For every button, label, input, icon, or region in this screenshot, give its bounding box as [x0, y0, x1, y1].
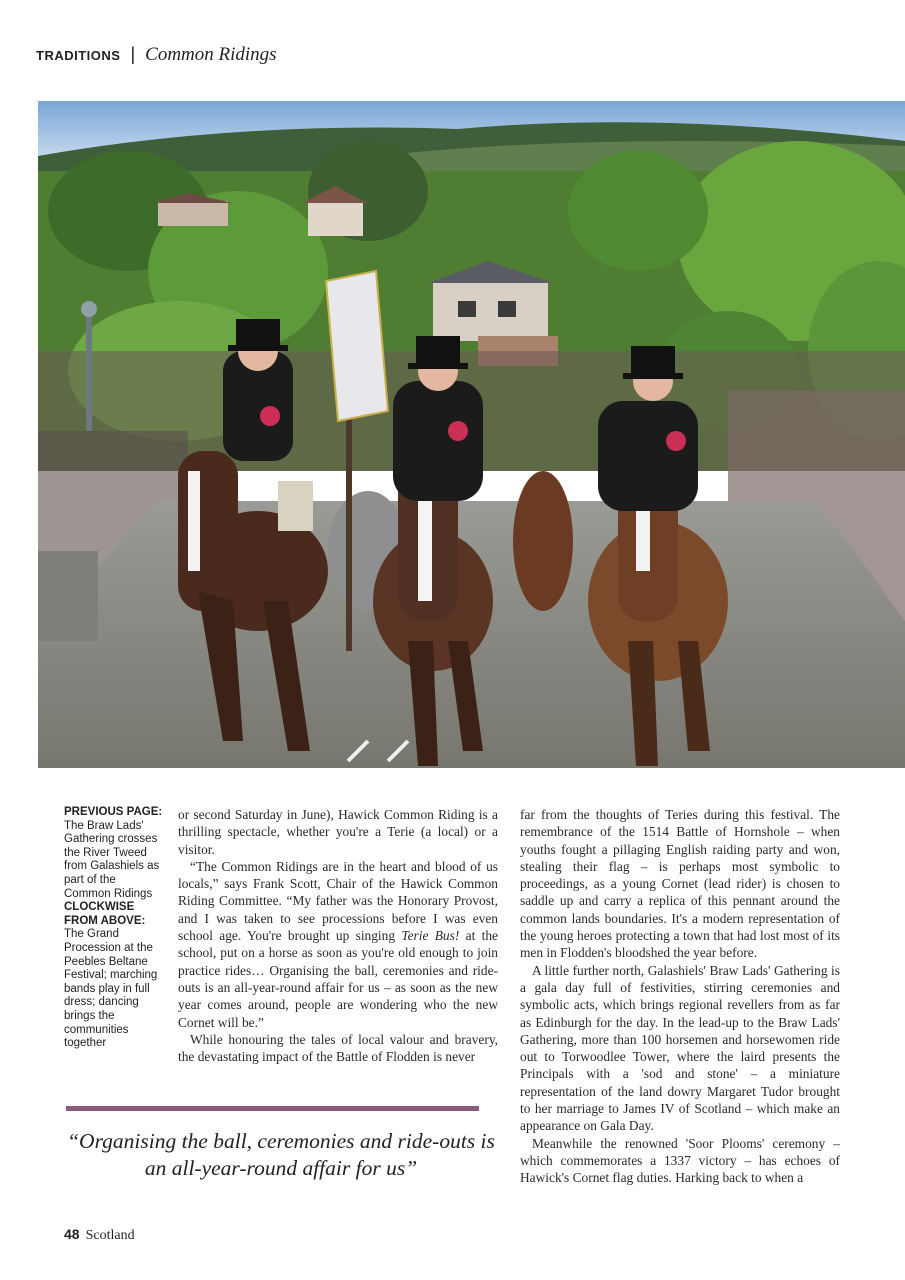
paragraph: “The Common Ridings are in the heart and blood of us locals,” says Frank Scott, Chair of the Hawick Common Riding Committee. “My father was the Honorary Provost, and I was taken to see processions before I was even school age. You're brought up singing Terie Bus! at the school, put on a horse as soon as you're old enough to join practice rides… Organising the ball, ceremonies and ride-outs is an all-year-round affair for us – as soon as the new year comes around, people are wondering who the new Cornet will be.”	[178, 858, 498, 1030]
hero-photo	[38, 101, 905, 768]
header-separator: |	[130, 44, 136, 64]
house	[158, 201, 228, 226]
paragraph: far from the thoughts of Teries during this festival. The remembrance of the 1514 Battle of Hornshole – when youths fought a pillaging English raiding party and won, stealing their flag – is perhaps most symbolic to proceedings, as a young Cornet (lead rider) is chosen to saddle up and carry a replica of this pennant around the common lands boundaries. It's a modern representation of the young heroes protecting a town that had lost most of its men in Flodden's bloodshed the year before.	[520, 807, 840, 961]
banner-flag	[326, 271, 388, 421]
pull-quote: “Organising the ball, ceremonies and ride-outs is an all-year-round affair for us”	[67, 1129, 495, 1180]
paragraph: or second Saturday in June), Hawick Common Riding is a thrilling spectacle, whether you're a Terie (a local) or a visitor.	[178, 807, 498, 857]
house	[308, 201, 363, 236]
article-column-2	[520, 806, 840, 1187]
page-footer	[64, 1226, 135, 1244]
paragraph: While honouring the tales of local valour and bravery, the devastating impact of the Battle of Flodden is never	[178, 1031, 498, 1065]
caption-label-previous: PREVIOUS PAGE:	[64, 806, 163, 818]
article-column-1	[178, 806, 498, 1065]
lamp-post	[86, 311, 92, 431]
caption-text-previous: The Braw Lads' Gathering crosses the River Tweed from Galashiels as part of the Common Ridings	[64, 819, 160, 900]
paragraph: A little further north, Galashiels' Braw Lads' Gathering is a gala day full of festivities, stirring ceremonies and symbolic acts, which brings regional revellers from as far as Edinburgh for the day. In the lead-up to the Braw Lads' Gathering, more than 100 horsemen and horsewomen ride out to Torwoodlee Tower, where the laird presents the Principals with a 'sod and stone' – a miniature representation of the land dowry Margaret Tudor brought to her marriage to James IV of Scotland – which make an appearance on Gala Day.	[520, 962, 840, 1134]
section-label: TRADITIONS	[36, 48, 121, 63]
article-title: Common Ridings	[145, 44, 277, 65]
magazine-name: Scotland	[85, 1228, 135, 1243]
page-header	[36, 44, 277, 66]
caption-label-clockwise: CLOCKWISE FROM ABOVE:	[64, 901, 146, 927]
caption-text-clockwise: The Grand Procession at the Peebles Beltane Festival; marching bands play in full dress; dancing brings the communities together	[64, 928, 158, 1050]
pull-quote-rule	[66, 1106, 479, 1111]
house	[433, 281, 548, 341]
paragraph: Meanwhile the renowned 'Soor Plooms' ceremony – which commemorates a 1337 victory – has echoes of Hawick's Cornet flag duties. Harking back to when a	[520, 1135, 840, 1186]
tree	[568, 151, 708, 271]
page-number: 48	[64, 1226, 80, 1242]
photo-caption	[64, 806, 164, 1051]
